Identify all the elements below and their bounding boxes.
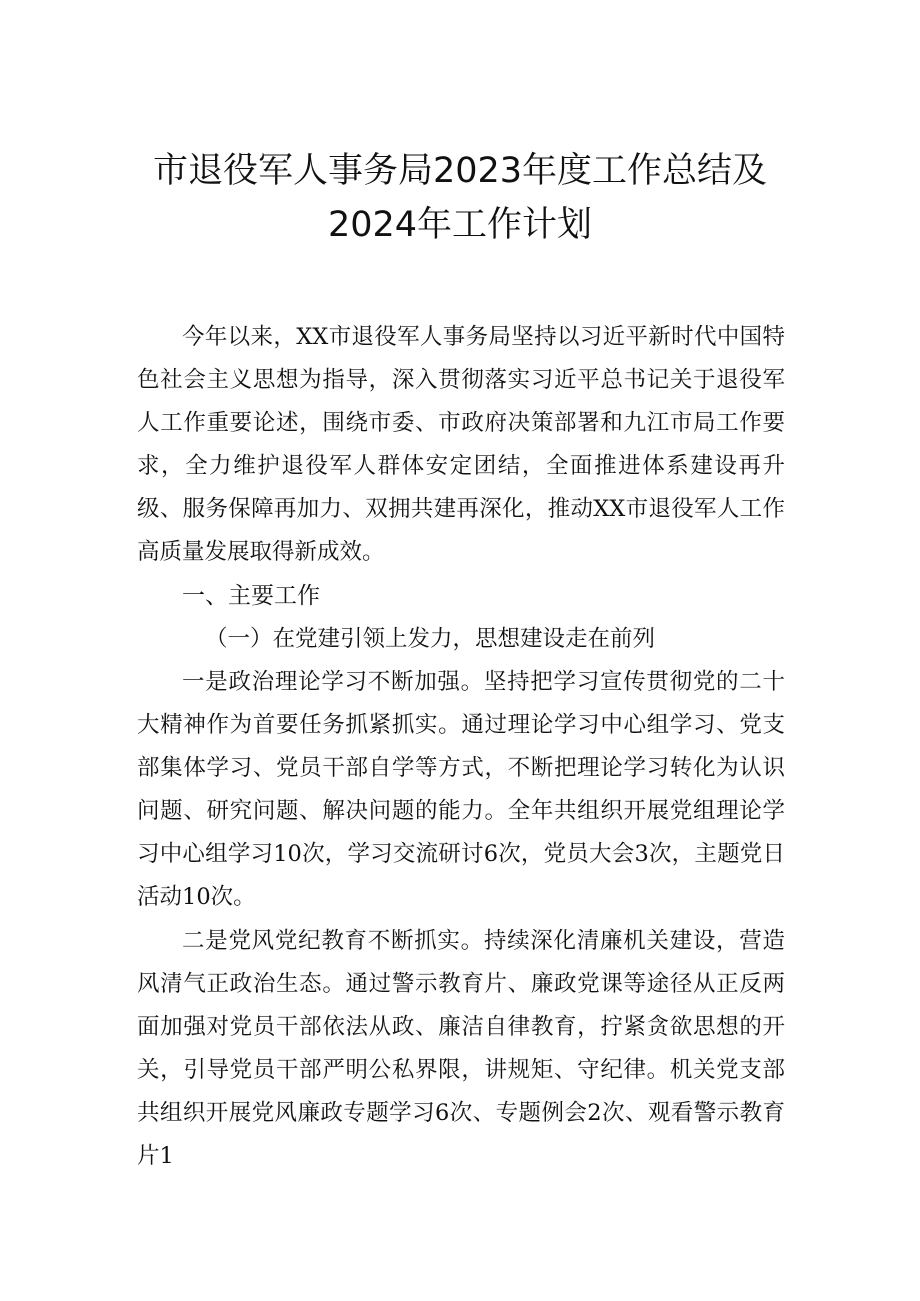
subsection-heading-party-building: （一）在党建引领上发力，思想建设走在前列 xyxy=(205,626,656,652)
document-title-line-1: 市退役军人事务局2023年度工作总结及 xyxy=(152,151,768,191)
section-heading-main-work: 一、主要工作 xyxy=(182,583,320,609)
document-title-line-2: 2024年工作计划 xyxy=(327,205,593,245)
paragraph-party-discipline: 二是党风党纪教育不断抓实。持续深化清廉机关建设，营造风清气正政治生态。通过警示教育片、廉政党课等途径从正反两面加强对党员干部依法从政、廉洁自律教育，拧紧贪欲思想的开关，引导党员干部严明公私界限，讲规矩、守纪律。机关党支部共组织开展党风廉政专题学习6次、专题例会2次、观看警示教育片1 xyxy=(137,928,785,1169)
paragraph-political-theory: 一是政治理论学习不断加强。坚持把学习宣传贯彻党的二十大精神作为首要任务抓紧抓实。通过理论学习中心组学习、党支部集体学习、党员干部自学等方式，不断把理论学习转化为认识问题、研究问题、解决问题的能力。全年共组织开展党组理论学习中心组学习10次，学习交流研讨6次，党员大会3次，主题党日活动10次。 xyxy=(137,669,785,910)
intro-paragraph: 今年以来，XX市退役军人事务局坚持以习近平新时代中国特色社会主义思想为指导，深入贯彻落实习近平总书记关于退役军人工作重要论述，围绕市委、市政府决策部署和九江市局工作要求，全力维护退役军人群体安定团结，全面推进体系建设再升级、服务保障再加力、双拥共建再深化，推动XX市退役军人工作高质量发展取得新成效。 xyxy=(137,324,785,565)
